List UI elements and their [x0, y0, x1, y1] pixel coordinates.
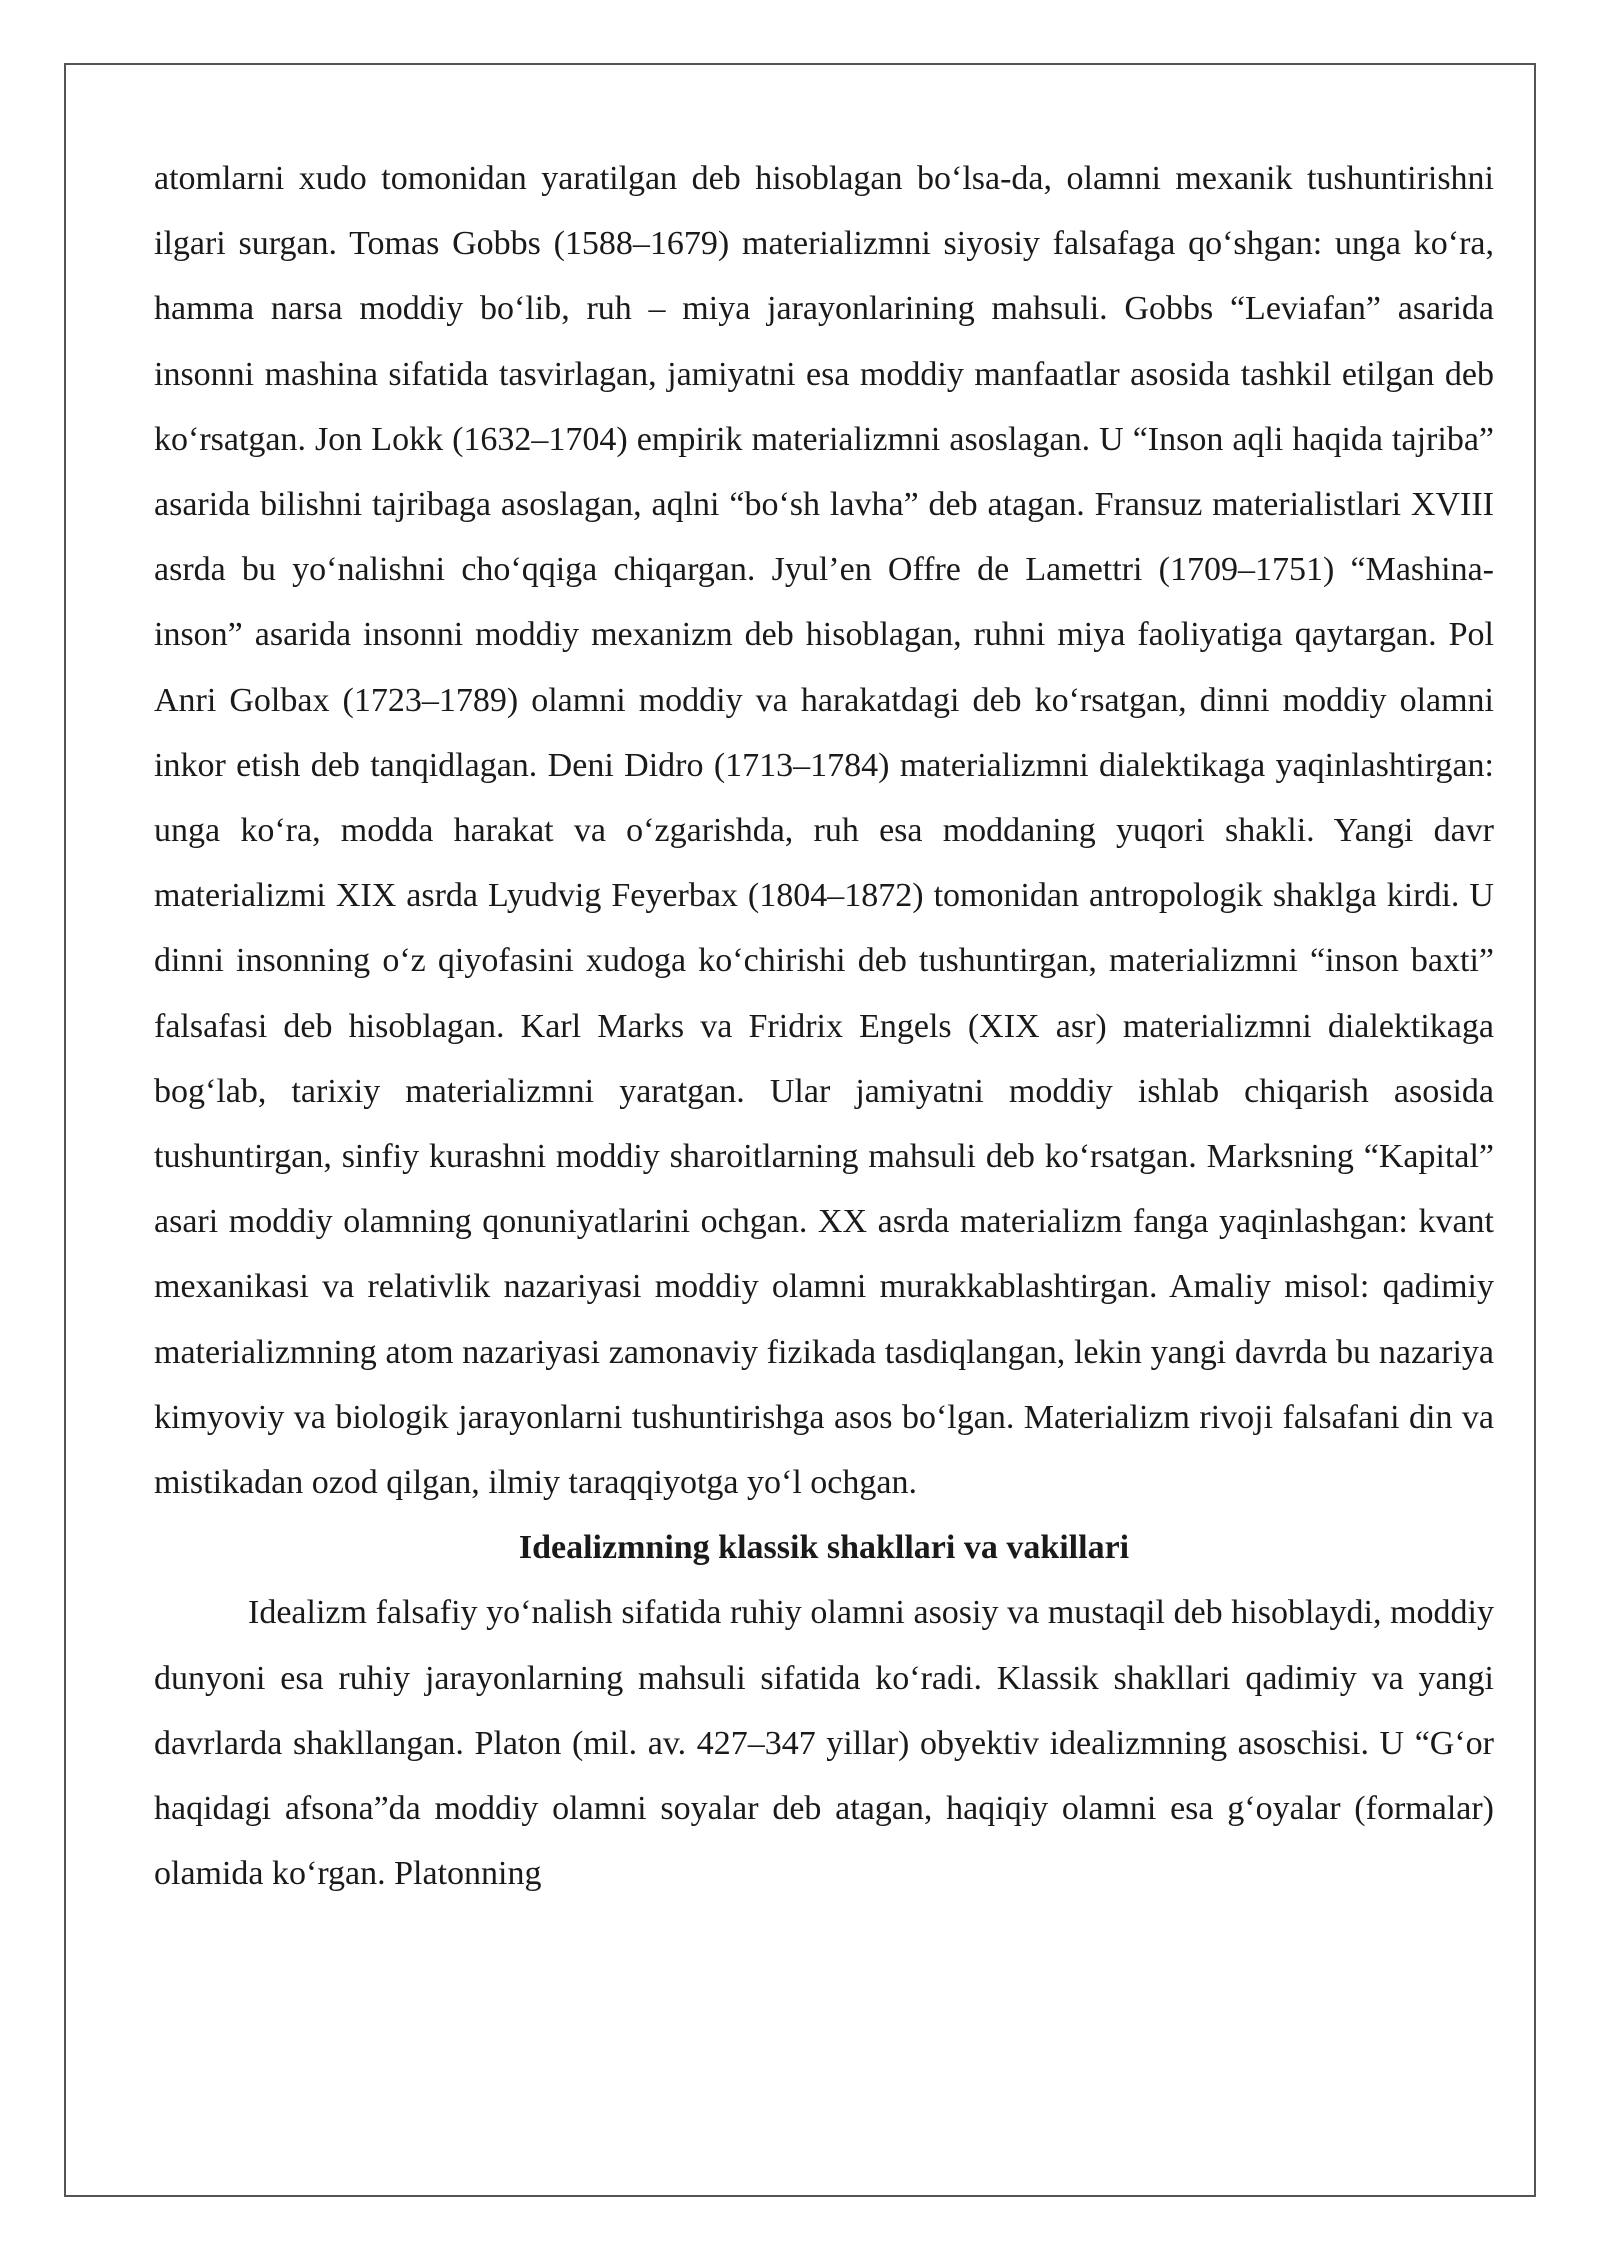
body-paragraph-idealism: Idealizm falsafiy yo‘nalish sifatida ruhiy olamni asosiy va mustaqil deb hisoblaydi, moddiy dunyoni esa ruhiy jarayonlarning mahsuli sifatida ko‘radi. Klassik shakllari qadimiy va yangi davrlarda shakllangan. Platon (mil. av. 427–347 yillar) obyektiv idealizmning asoschisi. U “G‘or haqidagi afsona”da moddiy olamni soyalar deb atagan, haqiqiy olamni esa g‘oyalar (formalar) olamida ko‘rgan. Platonning [154, 1594, 1494, 1893]
section-heading: Idealizmning klassik shakllari va vakillari [518, 1529, 1130, 1567]
body-paragraph-materialism: atomlarni xudo tomonidan yaratilgan deb hisoblagan bo‘lsa-da, olamni mexanik tushuntirishni ilgari surgan. Tomas Gobbs (1588–1679) materializmni siyosiy falsafaga qo‘shgan: unga ko‘ra, hamma narsa moddiy bo‘lib, ruh – miya jarayonlarining mahsuli. Gobbs “Leviafan” asarida insonni mashina sifatida tasvirlagan, jamiyatni esa moddiy manfaatlar asosida tashkil etilgan deb ko‘rsatgan. Jon Lokk (1632–1704) empirik materializmni asoslagan. U “Inson aqli haqida tajriba” asarida bilishni tajribaga asoslagan, aqlni “bo‘sh lavha” deb atagan. Fransuz materialistlari XVIII asrda bu yo‘nalishni cho‘qqiga chiqargan. Jyul’en Offre de Lamettri (1709–1751) “Mashina-inson” asarida insonni moddiy mexanizm deb hisoblagan, ruhni miya faoliyatiga qaytargan. Pol Anri Golbax (1723–1789) olamni moddiy va harakatdagi deb ko‘rsatgan, dinni moddiy olamni inkor etish deb tanqidlagan. Deni Didro (1713–1784) materializmni dialektikaga yaqinlashtirgan: unga ko‘ra, modda harakat va o‘zgarishda, ruh esa moddaning yuqori shakli. Yangi davr materializmi XIX asrda Lyudvig Feyerbax (1804–1872) tomonidan antropologik shaklga kirdi. U dinni insonning o‘z qiyofasini xudoga ko‘chirishi deb tushuntirgan, materializmni “inson baxti” falsafasi deb hisoblagan. Karl Marks va Fridrix Engels (XIX asr) materializmni dialektikaga bog‘lab, tarixiy materializmni yaratgan. Ular jamiyatni moddiy ishlab chiqarish asosida tushuntirgan, sinfiy kurashni moddiy sharoitlarning mahsuli deb ko‘rsatgan. Marksning “Kapital” asari moddiy olamning qonuniyatlarini ochgan. XX asrda materializm fanga yaqinlashgan: kvant mexanikasi va relativlik nazariyasi moddiy olamni murakkablashtirgan. Amaliy misol: qadimiy materializmning atom nazariyasi zamonaviy fizikada tasdiqlangan, lekin yangi davrda bu nazariya kimyoviy va biologik jarayonlarni tushuntirishga asos bo‘lgan. Materializm rivoji falsafani din va mistikadan ozod qilgan, ilmiy taraqqiyotga yo‘l ochgan. [154, 160, 1494, 1502]
page-content [154, 146, 1494, 1906]
